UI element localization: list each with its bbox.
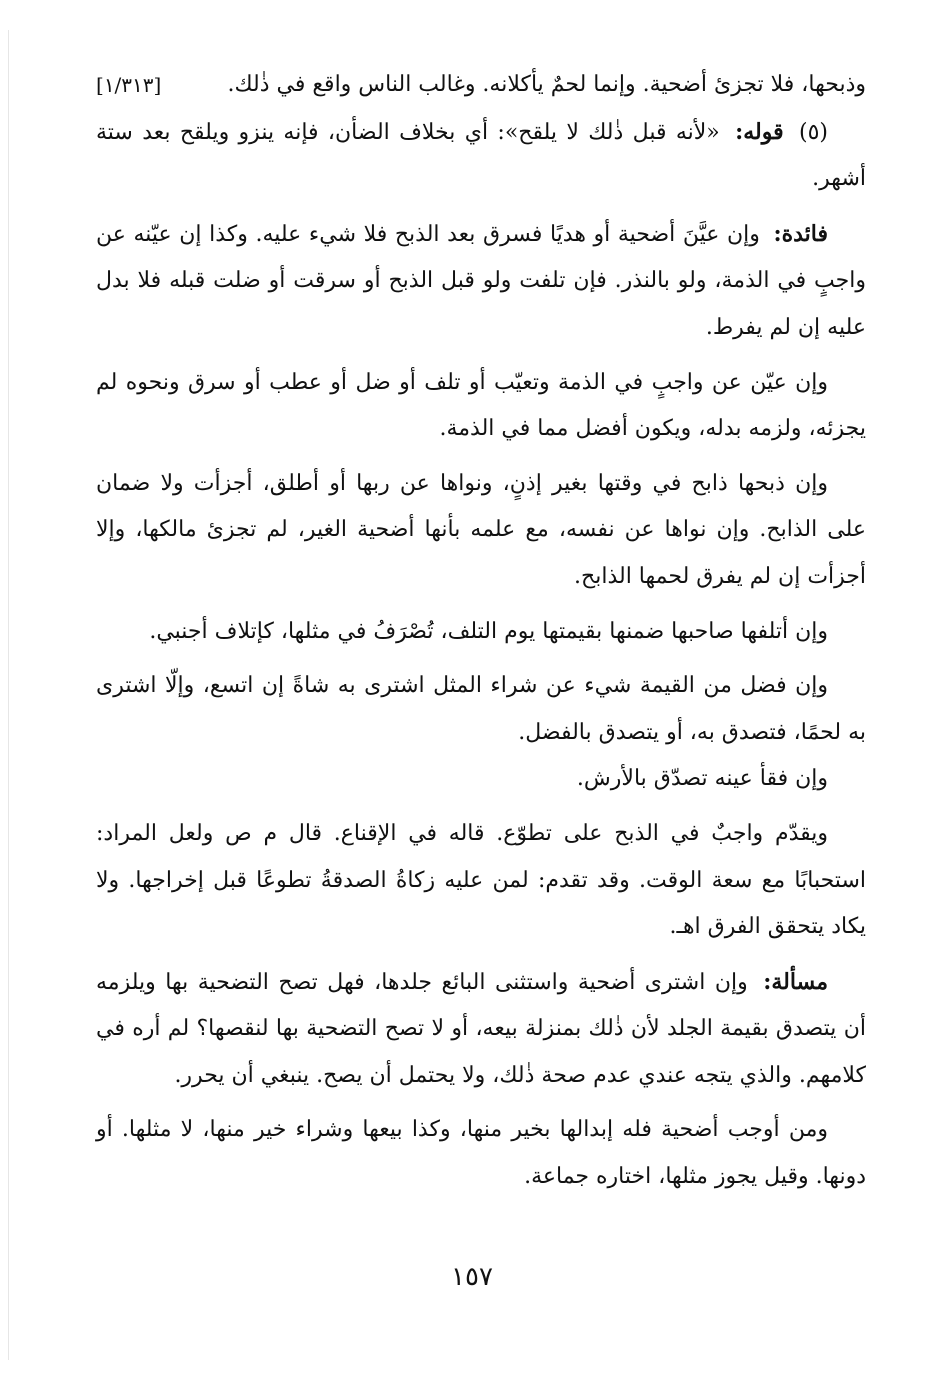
paragraph-text: ومن أوجب أضحية فله إبدالها بخير منها، وكذا بيعها وشراء خير منها، لا مثلها. أو دونها. وقيل يجوز مثلها، اختاره جماعة. (96, 1117, 866, 1190)
page-number: ١٥٧ (451, 1262, 493, 1292)
paragraph-text: «لأنه قبل ذٰلك لا يلقح»: أي بخلاف الضأن، فإنه ينزو ويلقح بعد ستة أشهر. (96, 119, 866, 192)
paragraph-8 (96, 756, 866, 803)
paragraph-2 (96, 109, 866, 203)
paragraph-text: وإن فضل من القيمة شيء عن شراء المثل اشترى به شاةً إن اتسع، وإلّا اشترى به لحمًا، فتصدق به، أو يتصدق بالفضل. (96, 673, 866, 745)
paragraph-text: وإن اشترى أضحية واستثنى البائع جلدها، فهل تصح التضحية بها ويلزمه أن يتصدق بقيمة الجلد لأن ذٰلك بمنزلة بيعه، أو لا تصح التضحية بها لنقصها؟ لم أره في كلامهم. والذي يتجه عندي عدم صحة ذٰلك، ولا يحتمل أن يصح. ينبغي أن يحرر. (96, 969, 866, 1088)
paragraph-text: وإن ذبحها ذابح في وقتها بغير إذنٍ، ونواها عن ربها أو أطلق، أجزأت ولا ضمان على الذابح. وإن نواها عن نفسه، مع علمه بأنها أضحية الغير، لم تجزئ مالكها، وإلا أجزأت إن لم يفرق لحمها الذابح. (96, 470, 866, 589)
note-number: (٥) (798, 119, 828, 145)
paragraph-text: وذبحها، فلا تجزئ أضحية. وإنما لحمٌ يأكلانه. وغالب الناس واقع في ذٰلك. (227, 72, 866, 97)
paragraph-3 (96, 211, 866, 352)
paragraph-text: ويقدّم واجبٌ في الذبح على تطوّع. قاله في الإقناع. قال م ص ولعل المراد: استحبابًا مع سعة الوقت. وقد تقدم: لمن عليه زكاةُ الصدقةُ تطوعًا قبل إخراجها. ولا يكاد يتحقق الفرق اهـ. (96, 820, 866, 940)
paragraph-11 (96, 1107, 866, 1200)
paragraph-text: وإن أتلفها صاحبها ضمنها بقيمتها يوم التلف، تُصْرَفُ في مثلها، كإتلاف أجنبي. (149, 618, 828, 644)
paragraph-heading: قوله: (735, 118, 784, 145)
main-text (96, 62, 866, 1201)
paragraph-text: وإن عيّن عن واجبٍ في الذمة وتعيّب أو تلف أو ضل أو عطب أو سرق ونحوه لم يجزئه، ولزمه بدله، ويكون أفضل مما في الذمة. (96, 369, 866, 442)
scan-margin-line (8, 30, 9, 1360)
paragraph-5 (96, 461, 866, 601)
paragraph-text: وإن فقأ عينه تصدّق بالأرش. (576, 766, 828, 792)
volume-page-reference: [١/٣١٣] (96, 73, 162, 97)
paragraph-1 (96, 62, 866, 109)
paragraph-4 (96, 360, 866, 453)
paragraph-7 (96, 663, 866, 756)
paragraph-6 (96, 609, 866, 656)
paragraph-heading: مسألة: (763, 968, 828, 995)
paragraph-10 (96, 959, 866, 1100)
paragraph-9 (96, 811, 866, 951)
paragraph-heading: فائدة: (773, 220, 828, 247)
paragraph-text: وإن عيَّنَ أضحية أو هديًا فسرق بعد الذبح فلا شيء عليه. وكذا إن عيّنه عن واجبٍ في الذمة، ولو بالنذر. فإن تلفت ولو قبل الذبح أو سرقت أو ضلت قبله فلا بدل عليه إن لم يفرط. (96, 221, 866, 340)
